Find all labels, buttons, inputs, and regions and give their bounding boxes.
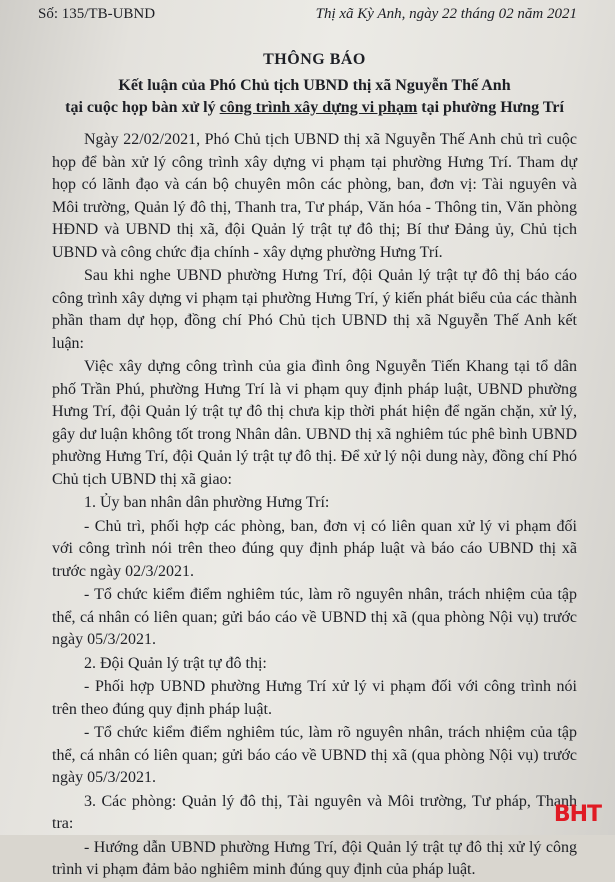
list-item: - Hướng dẫn UBND phường Hưng Trí, đội Quản lý trật tự đô thị xử lý công trình vi phạm đảm bảo nghiêm minh đúng quy định của pháp luật. bbox=[52, 838, 577, 878]
paragraph: Việc xây dựng công trình của gia đình ông Nguyễn Tiến Khang tại tổ dân phố Trần Phú, phường Hưng Trí là vi phạm quy định pháp luật, UBND phường Hưng Trí, đội Quản lý trật tự đô thị chưa kịp thời phát hiện để ngăn chặn, xử lý, gây dư luận không tốt trong Nhân dân. UBND thị xã nghiêm túc phê bình UBND phường Hưng Trí, đội Quản lý trật tự đô thị. Để xử lý nội dung này, đồng chí Phó Chủ tịch UBND thị xã giao: bbox=[52, 358, 577, 488]
list-item: - Phối hợp UBND phường Hưng Trí xử lý vi phạm đối với công trình nói trên theo đúng quy định pháp luật. bbox=[52, 678, 577, 718]
section-heading: 1. Ủy ban nhân dân phường Hưng Trí: bbox=[84, 494, 330, 511]
document-header bbox=[38, 6, 577, 23]
paragraph: Ngày 22/02/2021, Phó Chủ tịch UBND thị xã Nguyễn Thế Anh chủ trì cuộc họp để bàn xử lý công trình xây dựng vi phạm tại phường Hưng Trí. Tham dự họp có lãnh đạo và cán bộ chuyên môn các phòng, ban, đơn vị: Tài nguyên và Môi trường, Quản lý đô thị, Thanh tra, Tư pháp, Văn hóa - Thông tin, Văn phòng HĐND và UBND thị xã, đội Quản lý trật tự đô thị; Bí thư Đảng ủy, Chủ tịch UBND và công chức địa chính - xây dựng phường Hưng Trí. bbox=[52, 131, 577, 261]
subtitle-line-2 bbox=[52, 97, 577, 119]
watermark-logo: BHT bbox=[553, 802, 601, 827]
subtitle-line-2-part-a: tại cuộc họp bàn xử lý bbox=[65, 99, 220, 116]
section-heading: 3. Các phòng: Quản lý đô thị, Tài nguyên và Môi trường, Tư pháp, Thanh tra: bbox=[52, 792, 577, 832]
subtitle-line-1: Kết luận của Phó Chủ tịch UBND thị xã Nguyễn Thế Anh bbox=[118, 77, 511, 94]
section-heading: 2. Đội Quản lý trật tự đô thị: bbox=[84, 654, 267, 672]
place-date: Thị xã Kỳ Anh, ngày 22 tháng 02 năm 2021 bbox=[315, 6, 577, 22]
document-subtitle bbox=[52, 75, 577, 119]
paragraph: Sau khi nghe UBND phường Hưng Trí, đội Quản lý trật tự đô thị báo cáo công trình xây dựng vi phạm tại phường Hưng Trí, ý kiến phát biểu của các thành phần tham dự họp, đồng chí Phó Chủ tịch UBND thị xã Nguyễn Thế Anh kết luận: bbox=[52, 267, 577, 352]
subtitle-line-2-part-c: tại phường Hưng Trí bbox=[417, 99, 564, 116]
list-item: - Tổ chức kiểm điểm nghiêm túc, làm rõ nguyên nhân, trách nhiệm của tập thể, cá nhân có liên quan; gửi báo cáo về UBND thị xã (qua phòng Nội vụ) trước ngày 05/3/2021. bbox=[52, 586, 577, 648]
document-number: Số: 135/TB-UBND bbox=[38, 6, 156, 22]
subtitle-underlined: công trình xây dựng vi phạm bbox=[219, 99, 418, 116]
list-item: - Chủ trì, phối hợp các phòng, ban, đơn vị có liên quan xử lý vi phạm đối với công trình nói trên theo đúng quy định pháp luật và báo cáo UBND thị xã trước ngày 02/3/2021. bbox=[52, 517, 577, 580]
document-title: THÔNG BÁO bbox=[263, 51, 366, 68]
list-item: - Tổ chức kiểm điểm nghiêm túc, làm rõ nguyên nhân, trách nhiệm của tập thể, cá nhân có liên quan; gửi báo cáo về UBND thị xã (qua phòng Nội vụ) trước ngày 05/3/2021. bbox=[52, 724, 577, 786]
document-body bbox=[52, 129, 577, 882]
